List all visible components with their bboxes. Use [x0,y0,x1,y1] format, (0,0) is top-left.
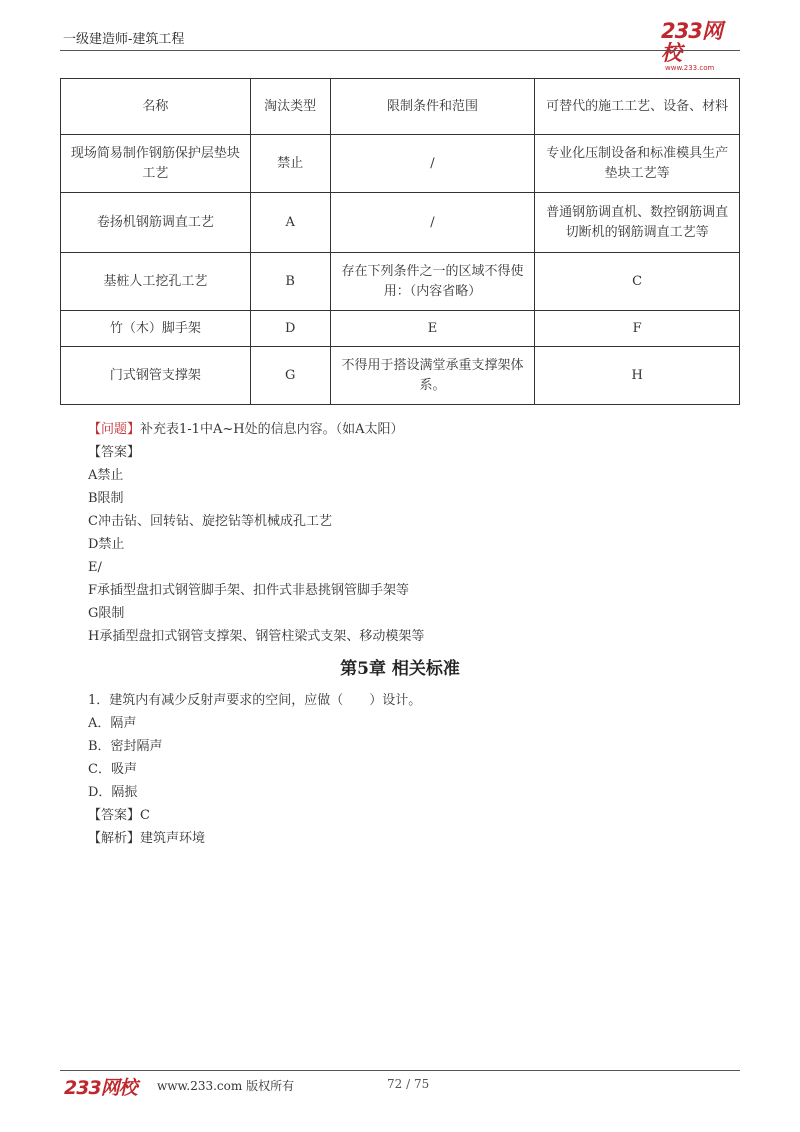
table-cell: 竹（木）脚手架 [61,311,251,347]
table-cell: 现场简易制作钢筋保护层垫块工艺 [61,135,251,193]
answer-line: D禁止 [88,537,125,552]
quiz-block [88,689,421,850]
table-row [61,135,740,193]
question-answer-block [88,418,424,648]
table-row [61,193,740,253]
table-cell: F [535,311,740,347]
table-cell: D [250,311,330,347]
table-cell: / [330,135,535,193]
answer-line: G限制 [88,606,125,621]
table-header-row [61,79,740,135]
quiz-option: C．吸声 [88,762,137,777]
question-tag: 【问题】 [88,422,141,437]
header-divider [60,50,740,51]
table-cell: 禁止 [250,135,330,193]
answer-line: B限制 [88,491,124,506]
table-cell: 卷扬机钢筋调直工艺 [61,193,251,253]
table-cell: 门式钢管支撑架 [61,347,251,405]
table-cell: 专业化压制设备和标准模具生产垫块工艺等 [535,135,740,193]
table-cell: 基桩人工挖孔工艺 [61,253,251,311]
answer-line: A禁止 [88,468,124,483]
quiz-option: B．密封隔声 [88,739,163,754]
quiz-answer: 【答案】C [88,808,150,823]
answer-tag: 【答案】 [88,445,141,460]
table-header-cell: 名称 [61,79,251,135]
quiz-option: D．隔振 [88,785,138,800]
brand-logo-text: 233网校 [661,19,722,65]
answer-line: H承插型盘扣式钢管支撑架、钢管柱梁式支架、移动模架等 [88,629,425,644]
question-text: 补充表1-1中A~H处的信息内容。（如A太阳） [140,422,404,437]
quiz-question: 1．建筑内有减少反射声要求的空间，应做（ ）设计。 [88,693,422,708]
table-row [61,311,740,347]
table-cell: 存在下列条件之一的区域不得使用：（内容省略） [330,253,535,311]
answer-line: F承插型盘扣式钢管脚手架、扣件式非悬挑钢管脚手架等 [88,583,410,598]
footer-copyright: www.233.com 版权所有 [157,1079,295,1093]
document-header-title: 一级建造师-建筑工程 [63,32,185,47]
table-row [61,253,740,311]
table-header-cell: 淘汰类型 [250,79,330,135]
table-cell: E [330,311,535,347]
table-cell: C [535,253,740,311]
question-line [88,418,424,441]
table-cell: H [535,347,740,405]
answer-line: E/ [88,560,102,575]
table-cell: A [250,193,330,253]
footer-logo: 233网校 [64,1077,137,1099]
table-header-cell: 限制条件和范围 [330,79,535,135]
answer-line: C冲击钻、回转钻、旋挖钻等机械成孔工艺 [88,514,332,529]
elimination-table [60,78,740,405]
table-row [61,347,740,405]
quiz-option: A．隔声 [88,716,137,731]
table-header-cell: 可替代的施工工艺、设备、材料 [535,79,740,135]
quiz-analysis: 【解析】建筑声环境 [88,831,206,846]
table-cell: / [330,193,535,253]
footer-divider [60,1070,740,1071]
table-cell: 不得用于搭设满堂承重支撑架体系。 [330,347,535,405]
table-cell: 普通钢筋调直机、数控钢筋调直切断机的钢筋调直工艺等 [535,193,740,253]
chapter-title: 第5章 相关标准 [340,659,460,679]
page-number: 72 / 75 [387,1077,430,1091]
table-cell: G [250,347,330,405]
brand-logo [661,19,741,72]
table-cell: B [250,253,330,311]
brand-logo-url: www.233.com [665,64,715,72]
